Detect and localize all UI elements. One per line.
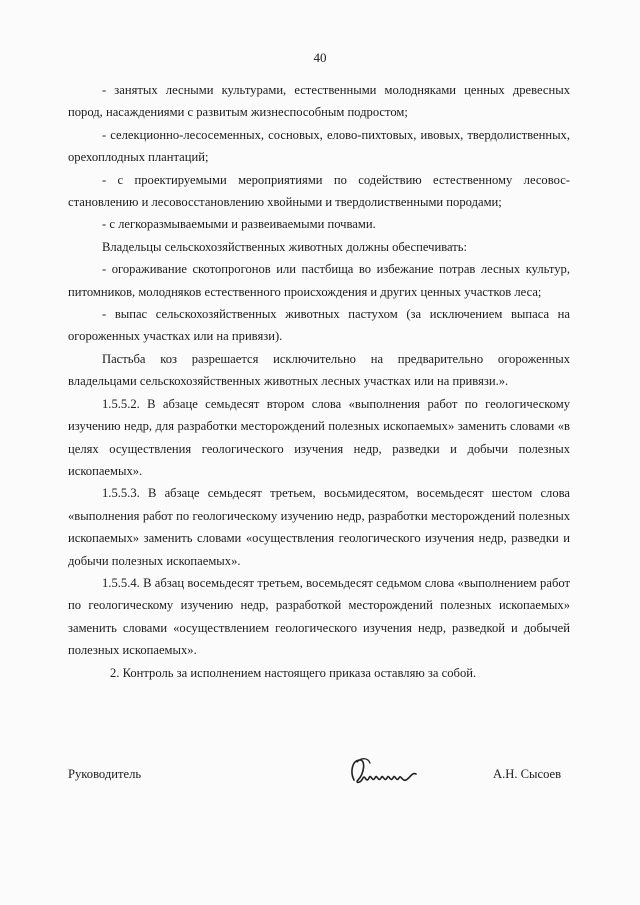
paragraph: 1.5.5.2. В абзаце семьдесят втором слова «выполнения работ по геологическому изучению недр, для разработки месторождений полезных ископаемых» заменить словами «в целях осуществления геологического изучения недр, разведки и добычи полезных ископаемых». [68, 396, 570, 478]
paragraph: Пастьба коз разрешается исключительно на предварительно огороженных владельцами сельскохозяйственных животных лесных участках или на привязи.». [68, 351, 570, 389]
paragraph: - селекционно-лесосеменных, сосновых, елово-пихтовых, ивовых, твердолиственных, орехоплодных плантаций; [68, 127, 570, 165]
paragraph: - выпас сельскохозяйственных животных пастухом (за исключением выпаса на огороженных участках или на привязи). [68, 307, 570, 344]
paragraph: - с проектируемыми мероприятиями по содействию естественному лесовосстановлению и лесовосстановлению хвойными и твердолиственными породами; [68, 172, 570, 210]
paragraph: - огораживание скотопрогонов или пастбища во избежание потрав лесных культур, питомников, молодняков естественного происхождения и других ценных участков леса; [68, 262, 570, 299]
paragraph: 2. Контроль за исполнением настоящего приказа оставляю за собой. [110, 665, 477, 680]
handwritten-signature [346, 754, 426, 790]
signatory-role: Руководитель [68, 767, 142, 781]
signatory-name: А.Н. Сысоев [493, 767, 562, 781]
paragraph: 1.5.5.3. В абзаце семьдесят третьем, восьмидесятом, восемьдесят шестом слова «выполнения работ по геологическому изучению недр, разработки месторождений полезных ископаемых» заменить словами «осуществления геологического изучения недр, разведки и добычи полезных ископаемых». [68, 486, 570, 568]
page-number: 40 [313, 50, 327, 65]
document-body [68, 79, 570, 684]
paragraph: 1.5.5.4. В абзац восемьдесят третьем, восемьдесят седьмом слова «выполнением работ по геологическому изучению недр, разработкой месторождений полезных ископаемых» заменить словами «осуществлением геологического изучения недр, разведкой и добычей полезных ископаемых». [68, 575, 570, 658]
paragraph: Владельцы сельскохозяйственных животных должны обеспечивать: [102, 239, 467, 254]
paragraph: - занятых лесными культурами, естественными молодняками ценных древесных пород, насаждениями с развитым жизнеспособным подростом; [68, 83, 570, 120]
paragraph: - с легкоразмываемыми и развеиваемыми почвами. [102, 217, 376, 232]
